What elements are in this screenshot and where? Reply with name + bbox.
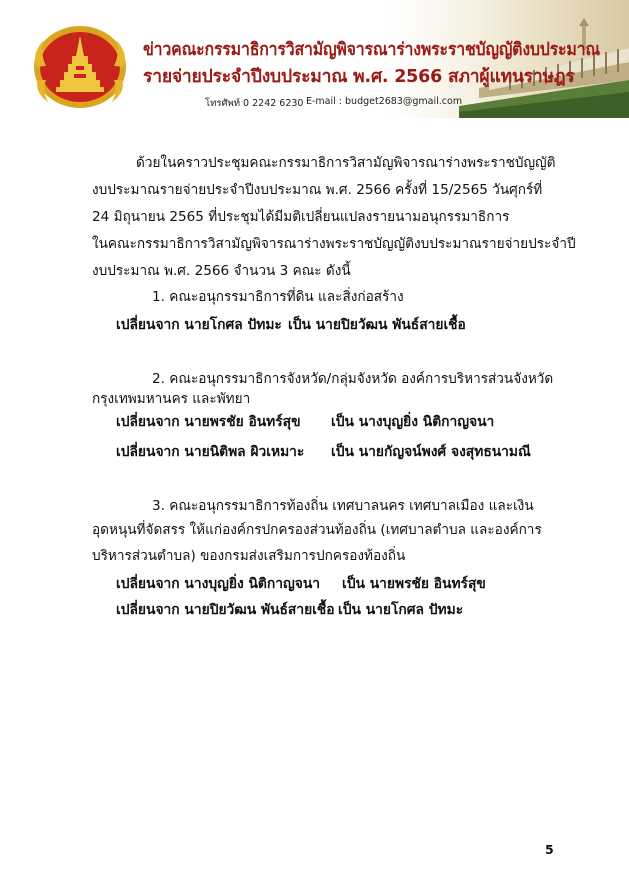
committee-1-change-1-to: เป็น นายปิยวัฒน พันธ์สายเชื้อ xyxy=(288,317,466,333)
committee-2-change-2-to: เป็น นายกัญจน์พงศ์ จงสุทธนามณี xyxy=(331,444,531,460)
committee-2-heading-line-1: 2. คณะอนุกรรมาธิการจังหวัด/กลุ่มจังหวัด องค์การบริหารส่วนจังหวัด xyxy=(152,371,554,387)
intro-line-1: ด้วยในคราวประชุมคณะกรรมาธิการวิสามัญพิจารณาร่างพระราชบัญญัติ xyxy=(136,155,556,171)
committee-3-change-2-to: เป็น นายโกศล ปัทมะ xyxy=(338,602,464,618)
page-number: 5 xyxy=(545,842,554,857)
committee-1-heading: 1. คณะอนุกรรมาธิการที่ดิน และสิ่งก่อสร้าง xyxy=(152,289,404,305)
committee-1-change-1-from: เปลี่ยนจาก นายโกศล ปัทมะ xyxy=(116,317,282,333)
intro-line-5: งบประมาณ พ.ศ. 2566 จำนวน 3 คณะ ดังนี้ xyxy=(92,263,351,279)
header-title-line-1: ข่าวคณะกรรมาธิการวิสามัญพิจารณาร่างพระราชบัญญัติงบประมาณ xyxy=(143,40,600,60)
committee-2-change-1-from: เปลี่ยนจาก นายพรชัย อินทร์สุข xyxy=(116,414,301,430)
committee-3-heading-line-2: อุดหนุนที่จัดสรร ให้แก่องค์กรปกครองส่วนท้องถิ่น (เทศบาลตำบล และองค์การ xyxy=(92,522,542,538)
header-phone: โทรศัพท์ 0 2242 6230 xyxy=(205,98,304,109)
intro-line-3: 24 มิถุนายน 2565 ที่ประชุมได้มีมติเปลี่ยนแปลงรายนามอนุกรรมาธิการ xyxy=(92,209,510,225)
committee-2-heading-line-2: กรุงเทพมหานคร และพัทยา xyxy=(92,391,251,407)
header-title-line-2: รายจ่ายประจำปีงบประมาณ พ.ศ. 2566 สภาผู้แทนราษฎร xyxy=(143,67,575,87)
committee-2-change-2-from: เปลี่ยนจาก นายนิติพล ผิวเหมาะ xyxy=(116,444,305,460)
committee-3-change-1-to: เป็น นายพรชัย อินทร์สุข xyxy=(342,576,486,592)
committee-3-heading-line-1: 3. คณะอนุกรรมาธิการท้องถิ่น เทศบาลนคร เทศบาลเมือง และเงิน xyxy=(152,498,534,514)
committee-3-change-2-from: เปลี่ยนจาก นายปิยวัฒน พันธ์สายเชื้อ xyxy=(116,602,335,618)
intro-line-2: งบประมาณรายจ่ายประจำปีงบประมาณ พ.ศ. 2566 ครั้งที่ 15/2565 วันศุกร์ที่ xyxy=(92,182,543,198)
header-email: E-mail : budget2683@gmail.com xyxy=(306,96,463,107)
committee-3-heading-line-3: บริหารส่วนตำบล) ของกรมส่งเสริมการปกครองท้องถิ่น xyxy=(92,548,406,564)
committee-2-change-1-to: เป็น นางบุญยิ่ง นิติกาญจนา xyxy=(331,414,495,430)
committee-3-change-1-from: เปลี่ยนจาก นางบุญยิ่ง นิติกาญจนา xyxy=(116,576,320,592)
intro-line-4: ในคณะกรรมาธิการวิสามัญพิจารณาร่างพระราชบัญญัติงบประมาณรายจ่ายประจำปี xyxy=(92,236,576,252)
